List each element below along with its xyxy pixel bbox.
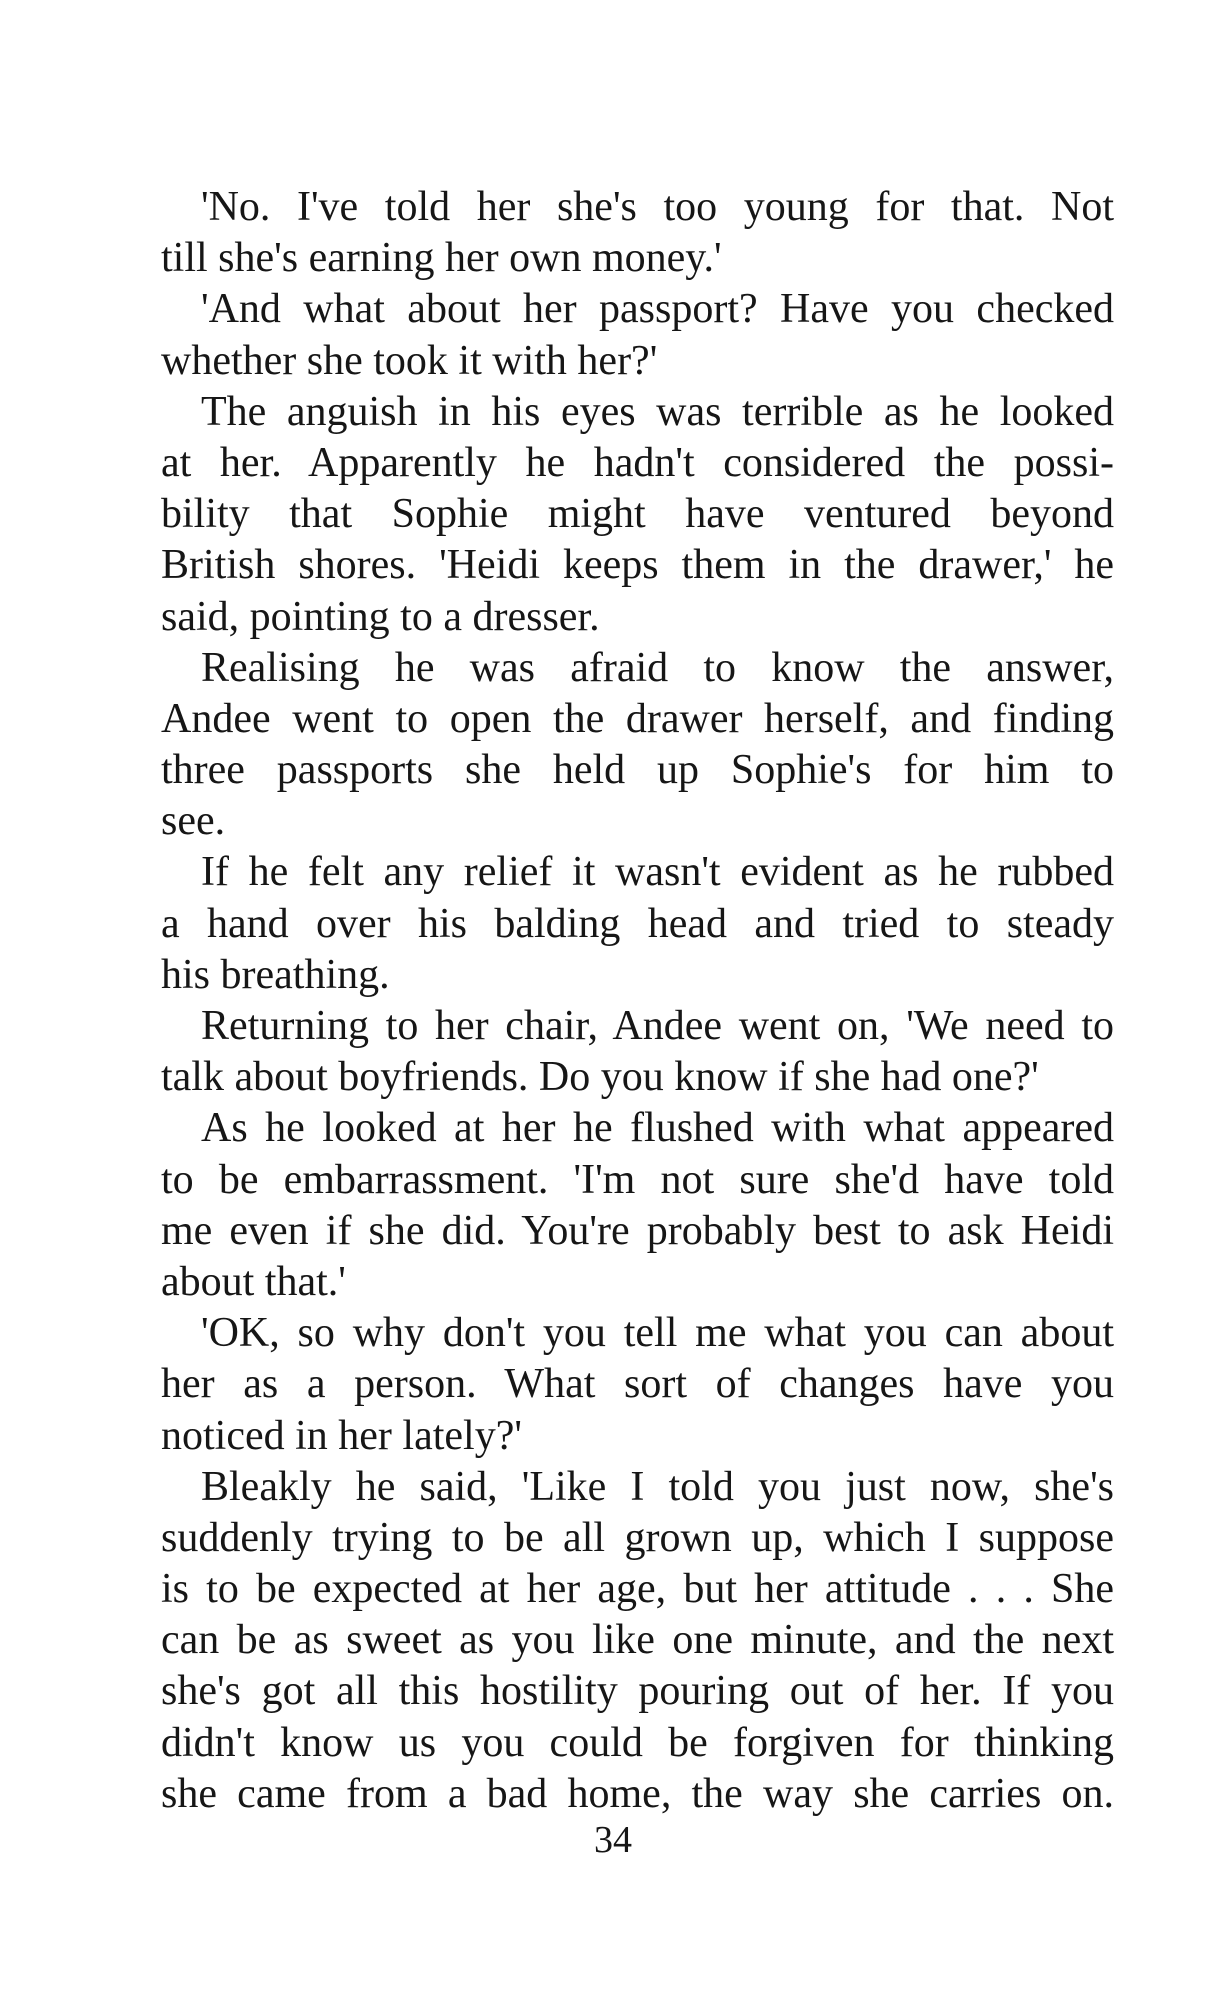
- text-line: to be embarrassment. 'I'm not sure she'd have told: [161, 1156, 1114, 1203]
- text-line: her as a person. What sort of changes have you: [161, 1361, 1114, 1408]
- text-line: a hand over his balding head and tried to steady: [161, 900, 1114, 947]
- text-line: about that.': [161, 1258, 346, 1305]
- text-line: As he looked at her he flushed with what appeared: [201, 1105, 1114, 1152]
- text-line: said, pointing to a dresser.: [161, 593, 600, 640]
- text-line: talk about boyfriends. Do you know if she had one?': [161, 1054, 1039, 1101]
- text-line: suddenly trying to be all grown up, which I suppose: [161, 1514, 1114, 1561]
- text-line: 'OK, so why don't you tell me what you can about: [201, 1310, 1114, 1357]
- text-line: The anguish in his eyes was terrible as he looked: [201, 388, 1114, 435]
- text-line: she's got all this hostility pouring out of her. If you: [161, 1668, 1114, 1715]
- text-line: whether she took it with her?': [161, 337, 658, 384]
- text-line: If he felt any relief it wasn't evident as he rubbed: [201, 849, 1114, 896]
- text-line: didn't know us you could be forgiven for thinking: [161, 1719, 1114, 1766]
- text-line: me even if she did. You're probably best to ask Heidi: [161, 1207, 1114, 1254]
- text-line: Bleakly he said, 'Like I told you just now, she's: [201, 1463, 1114, 1510]
- text-line: three passports she held up Sophie's for him to: [161, 747, 1114, 794]
- text-line: at her. Apparently he hadn't considered the possi-: [161, 439, 1114, 486]
- text-line: British shores. 'Heidi keeps them in the drawer,' he: [161, 542, 1114, 589]
- text-line: Andee went to open the drawer herself, and finding: [161, 695, 1114, 742]
- text-line: till she's earning her own money.': [161, 235, 722, 282]
- text-line: noticed in her lately?': [161, 1412, 522, 1459]
- body-text: [161, 182, 1114, 1820]
- text-line: bility that Sophie might have ventured beyond: [161, 491, 1114, 538]
- text-line: his breathing.: [161, 951, 390, 998]
- text-line: see.: [161, 798, 226, 845]
- text-line: can be as sweet as you like one minute, and the next: [161, 1617, 1114, 1664]
- text-line: Realising he was afraid to know the answer,: [201, 644, 1114, 691]
- text-line: 'No. I've told her she's too young for that. Not: [201, 184, 1114, 230]
- page-number: 34: [594, 1819, 632, 1861]
- text-line: 'And what about her passport? Have you checked: [201, 286, 1114, 333]
- text-line: she came from a bad home, the way she carries on.: [161, 1770, 1114, 1817]
- text-line: Returning to her chair, Andee went on, 'We need to: [201, 1003, 1114, 1049]
- text-line: is to be expected at her age, but her attitude . . . She: [161, 1566, 1114, 1613]
